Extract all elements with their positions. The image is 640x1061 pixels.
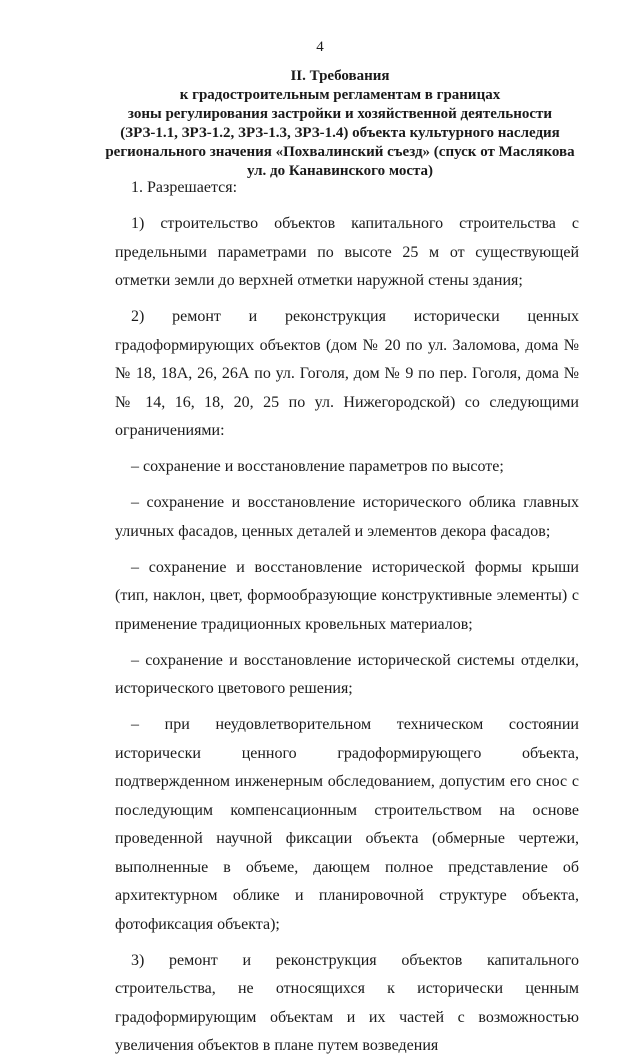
paragraph: – сохранение и восстановление исторической системы отделки, исторического цветового решения;: [115, 651, 579, 697]
heading-line: (ЗРЗ-1.1, ЗРЗ-1.2, ЗРЗ-1.3, ЗРЗ-1.4) объекта культурного наследия: [120, 125, 560, 141]
paragraph: – при неудовлетворительном техническом состоянии исторически ценного градоформирующего объекта, подтвержденном инженерным обследованием, допустим его снос с последующим компенсационным строительством на основе проведенной научной фиксации объекта (обмерные чертежи, выполненные в объеме, дающем полное представление об архитектурном облике и планировочной структуре объекта, фотофиксация объекта);: [115, 716, 579, 933]
page-number: 4: [316, 39, 324, 55]
paragraph: – сохранение и восстановление исторического облика главных уличных фасадов, ценных деталей и элементов декора фасадов;: [115, 494, 579, 540]
paragraph: – сохранение и восстановление параметров по высоте;: [131, 458, 504, 475]
paragraph: 1) строительство объектов капитального строительства с предельными параметрами по высоте 25 м от существующей отметки земли до верхней отметки наружной стены здания;: [115, 215, 579, 289]
heading-line: зоны регулирования застройки и хозяйственной деятельности: [127, 106, 553, 122]
document-body: [115, 174, 579, 1061]
paragraph: 3) ремонт и реконструкция объектов капитального строительства, не относящихся к исторически ценным градоформирующим объектам и их частей с возможностью увеличения объектов в плане путем возведения: [115, 951, 579, 1054]
heading-line: ул. до Канавинского моста): [246, 163, 434, 179]
section-heading: [100, 67, 580, 181]
paragraph: – сохранение и восстановление исторической формы крыши (тип, наклон, цвет, формообразующие конструктивные элементы) с применение традиционных кровельных материалов;: [115, 558, 579, 633]
heading-line: регионального значения «Похвалинский съезд» (спуск от Маслякова: [105, 144, 575, 160]
paragraph: 1. Разрешается:: [131, 179, 238, 196]
paragraph: 2) ремонт и реконструкция исторически ценных градоформирующих объектов (дом № 20 по ул. Заломова, дома №№ 18, 18А, 26, 26А по ул. Гоголя, дом № 9 по пер. Гоголя, дома №№ 14, 16, 18, 20, 25 по ул. Нижегородской) со следующими ограничениями:: [115, 308, 579, 439]
heading-line: II. Требования: [290, 68, 390, 84]
heading-line: к градостроительным регламентам в границах: [179, 87, 501, 103]
